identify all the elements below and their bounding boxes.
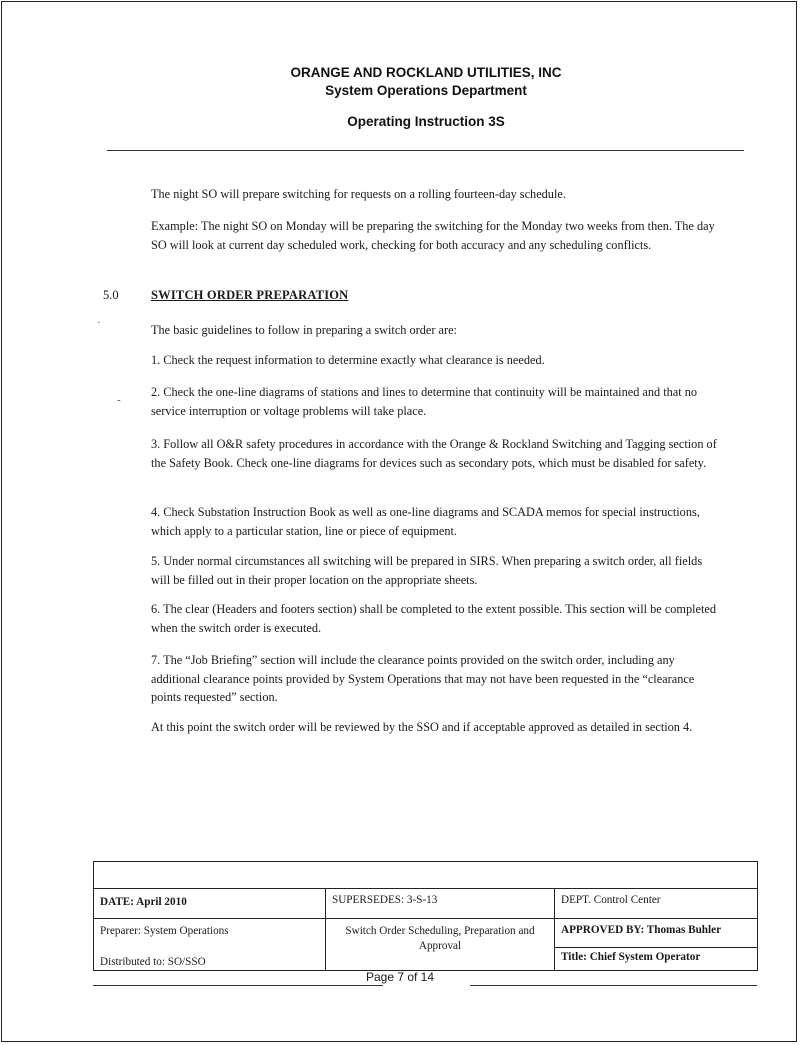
intro-paragraph-2: Example: The night SO on Monday will be preparing the switching for the Monday two weeks from then. The day SO will look at current day scheduled work, checking for both accuracy and any scheduling conflicts. (151, 219, 715, 252)
footer-supersedes: SUPERSEDES: 3-S-13 (326, 889, 555, 919)
scan-mark: - (117, 394, 121, 406)
footer-approval-cell (555, 919, 758, 971)
company-name: ORANGE AND ROCKLAND UTILITIES, INC (290, 65, 562, 80)
guideline-item-4: 4. Check Substation Instruction Book as well as one-line diagrams and SCADA memos for special instructions, which apply to a particular station, line or piece of equipment. (151, 505, 700, 538)
header-rule (107, 150, 744, 151)
footer-rule-left (93, 985, 383, 986)
footer-distributed: Distributed to: SO/SSO (100, 956, 206, 968)
guideline-item-6: 6. The clear (Headers and footers section) shall be completed to the extent possible. This section will be completed when the switch order is executed. (151, 602, 717, 635)
footer-preparer: Preparer: System Operations (100, 925, 229, 937)
guideline-item-7: 7. The “Job Briefing” section will include the clearance points provided on the switch order, including any additional clearance points provided by System Operations that may not have been requested in the “clearance points requested” section. (151, 653, 695, 705)
guideline-item-3: 3. Follow all O&R safety procedures in accordance with the Orange & Rockland Switching and Tagging section of the Safety Book. Check one-line diagrams for devices such as secondary pots, which must be disabled for safety. (151, 437, 717, 470)
intro-paragraph-1: The night SO will prepare switching for requests on a rolling fourteen-day schedule. (151, 187, 566, 201)
section-number: 5.0 (103, 288, 119, 302)
page-number: Page 7 of 14 (365, 970, 435, 984)
footer-rule-right (470, 985, 757, 986)
footer-approved-by: APPROVED BY: Thomas Buhler (561, 924, 722, 936)
guideline-item-5: 5. Under normal circumstances all switching will be prepared in SIRS. When preparing a switch order, all fields will be filled out in their proper location on the appropriate sheets. (151, 554, 703, 587)
footer-date: DATE: April 2010 (94, 889, 326, 919)
closing-paragraph: At this point the switch order will be reviewed by the SSO and if acceptable approved as detailed in section 4. (151, 720, 693, 734)
footer-preparer-cell (94, 919, 326, 971)
section-title: SWITCH ORDER PREPARATION (151, 288, 349, 302)
footer-dept: DEPT. Control Center (555, 889, 758, 919)
guideline-item-2: 2. Check the one-line diagrams of stations and lines to determine that continuity will be maintained and that no service interruption or voltage problems will take place. (151, 385, 698, 418)
scan-mark: · (97, 317, 101, 329)
guideline-item-1: 1. Check the request information to determine exactly what clearance is needed. (151, 353, 545, 367)
footer-title: Title: Chief System Operator (555, 947, 757, 963)
department-name: System Operations Department (325, 83, 527, 98)
document-footer-table (93, 861, 758, 971)
footer-subject: Switch Order Scheduling, Preparation and Approval (326, 919, 555, 971)
instruction-title: Operating Instruction 3S (347, 114, 505, 129)
footer-blank-row (94, 862, 758, 889)
guidelines-intro: The basic guidelines to follow in preparing a switch order are: (151, 323, 457, 337)
